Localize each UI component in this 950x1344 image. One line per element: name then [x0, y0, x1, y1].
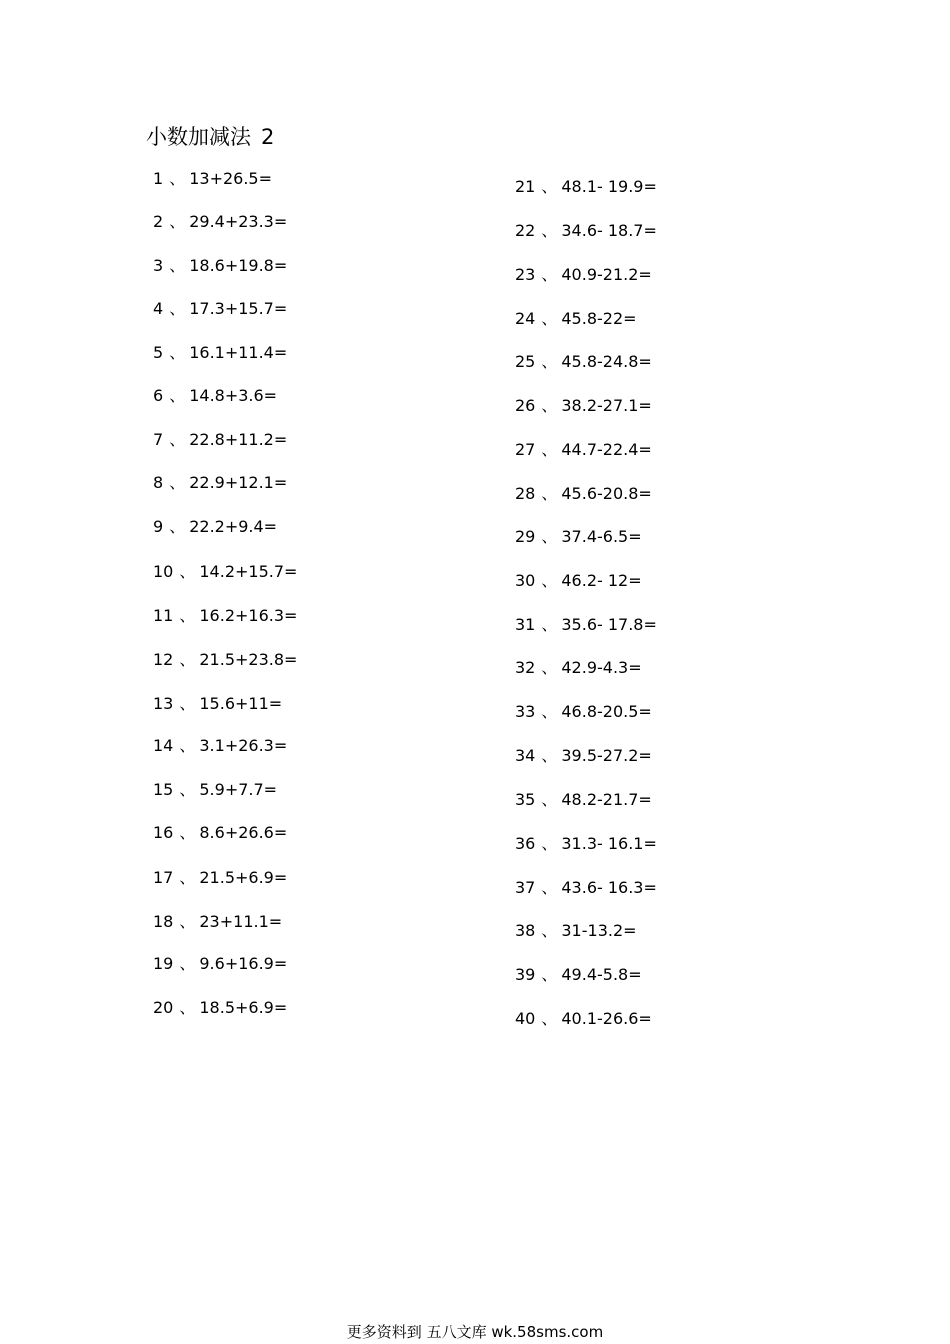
- problem-item: [515, 265, 652, 285]
- problem-number: 3: [153, 256, 164, 275]
- problem-expression: 48.2-21.7=: [561, 790, 652, 809]
- problem-item: [515, 878, 657, 898]
- problem-number: 12: [153, 650, 174, 669]
- problem-number: 8: [153, 473, 164, 492]
- problem-separator: 、: [179, 736, 196, 755]
- problem-item: [153, 912, 282, 932]
- problem-item: [515, 834, 657, 854]
- problem-separator: 、: [541, 440, 558, 459]
- problem-item: [515, 484, 652, 504]
- problem-separator: 、: [179, 606, 196, 625]
- problem-number: 13: [153, 694, 174, 713]
- problem-separator: 、: [169, 299, 186, 318]
- problem-item: [515, 615, 657, 635]
- problem-expression: 3.1+26.3=: [199, 736, 288, 755]
- problem-number: 7: [153, 430, 164, 449]
- problem-expression: 14.8+3.6=: [189, 386, 278, 405]
- problem-separator: 、: [179, 998, 196, 1017]
- problem-separator: 、: [169, 473, 186, 492]
- problem-item: [153, 823, 287, 843]
- problem-separator: 、: [169, 517, 186, 536]
- problem-number: 22: [515, 221, 536, 240]
- problem-expression: 40.1-26.6=: [561, 1009, 652, 1028]
- problem-expression: 45.8-24.8=: [561, 352, 652, 371]
- problem-expression: 18.5+6.9=: [199, 998, 288, 1017]
- problem-number: 29: [515, 527, 536, 546]
- problem-item: [153, 473, 287, 493]
- problem-number: 16: [153, 823, 174, 842]
- problem-number: 6: [153, 386, 164, 405]
- problem-number: 15: [153, 780, 174, 799]
- problem-item: [515, 177, 657, 197]
- problem-separator: 、: [541, 878, 558, 897]
- problem-item: [153, 998, 287, 1018]
- problem-number: 32: [515, 658, 536, 677]
- problem-number: 23: [515, 265, 536, 284]
- problem-separator: 、: [169, 386, 186, 405]
- problem-expression: 49.4-5.8=: [561, 965, 642, 984]
- problem-number: 39: [515, 965, 536, 984]
- problem-item: [153, 606, 297, 626]
- problem-expression: 14.2+15.7=: [199, 562, 298, 581]
- problem-expression: 18.6+19.8=: [189, 256, 288, 275]
- problem-item: [153, 299, 287, 319]
- problem-item: [153, 868, 287, 888]
- problem-expression: 21.5+6.9=: [199, 868, 288, 887]
- problem-item: [515, 440, 652, 460]
- problem-expression: 21.5+23.8=: [199, 650, 298, 669]
- problem-item: [515, 790, 652, 810]
- problem-item: [153, 169, 272, 189]
- problem-number: 1: [153, 169, 164, 188]
- problem-separator: 、: [169, 212, 186, 231]
- problem-number: 25: [515, 352, 536, 371]
- problem-separator: 、: [541, 265, 558, 284]
- problem-expression: 9.6+16.9=: [199, 954, 288, 973]
- problem-expression: 16.2+16.3=: [199, 606, 298, 625]
- problem-separator: 、: [541, 571, 558, 590]
- problem-expression: 46.2- 12=: [561, 571, 642, 590]
- problem-number: 26: [515, 396, 536, 415]
- problem-number: 36: [515, 834, 536, 853]
- page-title-number: 2: [261, 125, 275, 149]
- problem-item: [515, 658, 642, 678]
- problem-number: 4: [153, 299, 164, 318]
- problem-expression: 42.9-4.3=: [561, 658, 642, 677]
- problem-expression: 13+26.5=: [189, 169, 272, 188]
- problem-number: 35: [515, 790, 536, 809]
- problem-separator: 、: [541, 396, 558, 415]
- problem-number: 33: [515, 702, 536, 721]
- problem-separator: 、: [179, 868, 196, 887]
- problem-item: [515, 746, 652, 766]
- problem-item: [515, 396, 652, 416]
- problem-separator: 、: [169, 169, 186, 188]
- problem-expression: 34.6- 18.7=: [561, 221, 657, 240]
- problem-item: [153, 780, 277, 800]
- problem-separator: 、: [179, 650, 196, 669]
- problem-number: 2: [153, 212, 164, 231]
- problem-item: [515, 309, 637, 329]
- problem-item: [515, 571, 642, 591]
- problem-separator: 、: [179, 912, 196, 931]
- problem-number: 17: [153, 868, 174, 887]
- problem-expression: 43.6- 16.3=: [561, 878, 657, 897]
- problem-expression: 22.9+12.1=: [189, 473, 288, 492]
- problem-separator: 、: [179, 780, 196, 799]
- problem-separator: 、: [169, 343, 186, 362]
- problem-number: 38: [515, 921, 536, 940]
- problem-item: [153, 650, 297, 670]
- problem-item: [153, 736, 287, 756]
- problem-separator: 、: [541, 615, 558, 634]
- problem-number: 28: [515, 484, 536, 503]
- problem-item: [515, 1009, 652, 1029]
- problem-expression: 37.4-6.5=: [561, 527, 642, 546]
- problem-item: [153, 256, 287, 276]
- problem-expression: 23+11.1=: [199, 912, 283, 931]
- problem-separator: 、: [541, 484, 558, 503]
- problem-expression: 35.6- 17.8=: [561, 615, 657, 634]
- problem-expression: 39.5-27.2=: [561, 746, 652, 765]
- problem-separator: 、: [169, 430, 186, 449]
- problem-separator: 、: [179, 694, 196, 713]
- problem-separator: 、: [541, 658, 558, 677]
- footer-text: 更多资料到 五八文库 wk.58sms.com: [346, 1323, 604, 1341]
- problem-number: 14: [153, 736, 174, 755]
- problem-item: [515, 221, 657, 241]
- problem-number: 31: [515, 615, 536, 634]
- problem-item: [515, 965, 642, 985]
- problem-separator: 、: [169, 256, 186, 275]
- problem-separator: 、: [179, 562, 196, 581]
- problem-expression: 5.9+7.7=: [199, 780, 278, 799]
- problem-expression: 22.2+9.4=: [189, 517, 278, 536]
- problem-separator: 、: [541, 702, 558, 721]
- problem-item: [153, 430, 287, 450]
- problem-item: [153, 954, 287, 974]
- problem-number: 27: [515, 440, 536, 459]
- problem-number: 18: [153, 912, 174, 931]
- problem-number: 21: [515, 177, 536, 196]
- problem-item: [153, 562, 297, 582]
- page-title-text: 小数加减法: [146, 125, 251, 149]
- problem-separator: 、: [541, 352, 558, 371]
- problem-separator: 、: [541, 177, 558, 196]
- problem-expression: 44.7-22.4=: [561, 440, 652, 459]
- problem-number: 10: [153, 562, 174, 581]
- problem-separator: 、: [541, 834, 558, 853]
- problem-separator: 、: [541, 527, 558, 546]
- problem-separator: 、: [179, 954, 196, 973]
- problem-number: 40: [515, 1009, 536, 1028]
- problem-expression: 31-13.2=: [561, 921, 637, 940]
- problem-item: [153, 212, 287, 232]
- problem-number: 19: [153, 954, 174, 973]
- problem-separator: 、: [541, 221, 558, 240]
- page-title: [146, 123, 274, 151]
- problem-expression: 29.4+23.3=: [189, 212, 288, 231]
- problem-item: [515, 527, 642, 547]
- problem-separator: 、: [541, 921, 558, 940]
- problem-expression: 46.8-20.5=: [561, 702, 652, 721]
- problem-item: [153, 343, 287, 363]
- problem-expression: 16.1+11.4=: [189, 343, 288, 362]
- problem-number: 9: [153, 517, 164, 536]
- problem-expression: 17.3+15.7=: [189, 299, 288, 318]
- problem-number: 20: [153, 998, 174, 1017]
- problem-separator: 、: [541, 746, 558, 765]
- problem-separator: 、: [541, 790, 558, 809]
- problem-separator: 、: [541, 965, 558, 984]
- problem-separator: 、: [179, 823, 196, 842]
- problem-number: 11: [153, 606, 174, 625]
- problem-expression: 38.2-27.1=: [561, 396, 652, 415]
- problem-expression: 31.3- 16.1=: [561, 834, 657, 853]
- problem-item: [515, 352, 652, 372]
- problem-expression: 45.8-22=: [561, 309, 637, 328]
- problem-expression: 40.9-21.2=: [561, 265, 652, 284]
- problem-number: 34: [515, 746, 536, 765]
- problem-number: 5: [153, 343, 164, 362]
- problem-number: 24: [515, 309, 536, 328]
- problem-item: [153, 694, 282, 714]
- problem-number: 30: [515, 571, 536, 590]
- problem-separator: 、: [541, 309, 558, 328]
- problem-separator: 、: [541, 1009, 558, 1028]
- problem-item: [515, 921, 637, 941]
- problem-item: [153, 386, 277, 406]
- problem-expression: 15.6+11=: [199, 694, 283, 713]
- problem-expression: 48.1- 19.9=: [561, 177, 657, 196]
- problem-expression: 8.6+26.6=: [199, 823, 288, 842]
- problem-item: [515, 702, 652, 722]
- problem-number: 37: [515, 878, 536, 897]
- problem-expression: 45.6-20.8=: [561, 484, 652, 503]
- problem-item: [153, 517, 277, 537]
- problem-expression: 22.8+11.2=: [189, 430, 288, 449]
